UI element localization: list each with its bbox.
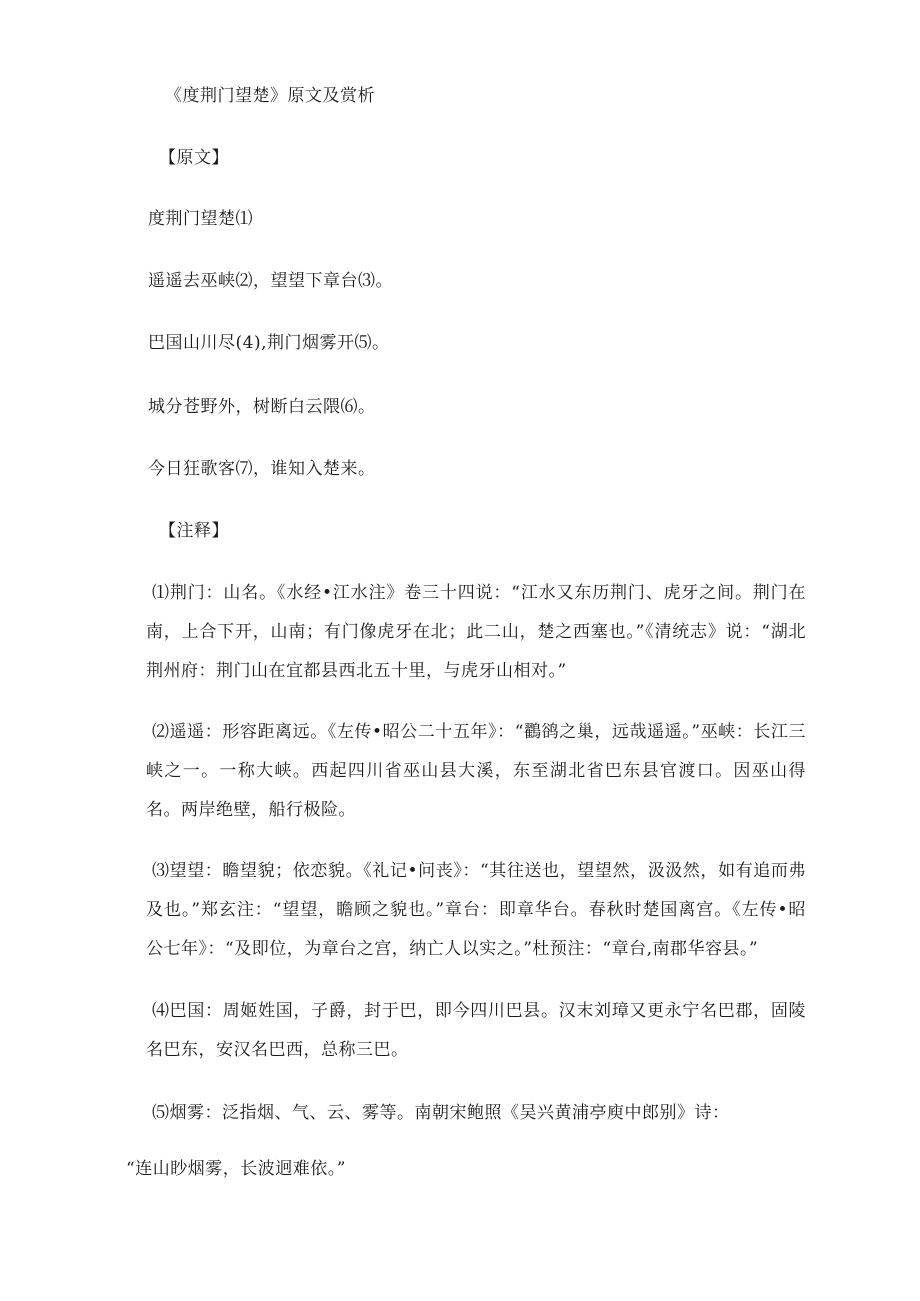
section-heading-original: 【原文】: [159, 148, 229, 168]
note-1: ⑴荆门：山名。《水经•江水注》卷三十四说：“江水又东历荆门、虎牙之间。荆门在南，上合下开，山南；有门像虎牙在北；此二山，楚之西塞也。”《清统志》说：“湖北荆州府：荆门山在宜都县西北五十里，与虎牙山相对。”: [146, 583, 806, 681]
poem-line-1: 遥遥去巫峡⑵，望望下章台⑶。: [148, 271, 393, 291]
document-title: 《度荆门望楚》原文及赏析: [165, 86, 375, 106]
poem-line-3: 城分苍野外，树断白云隈⑹。: [148, 397, 376, 417]
note-3: ⑶望望：瞻望貌；依恋貌。《礼记•问丧》：“其往送也，望望然，汲汲然，如有追而弗及也。”郑玄注：“望望，瞻顾之貌也。”章台：即章华台。春秋时楚国离宫。《左传•昭公七年》：“及即位，为章台之宫，纳亡人以实之。”杜预注：“章台,南郡华容县。”: [146, 861, 806, 959]
section-heading-notes: 【注释】: [159, 521, 229, 541]
note-2: ⑵遥遥：形容距离远。《左传•昭公二十五年》：“鸐鹆之巢，远哉遥遥。”巫峡：长江三峡之一。一称大峡。西起四川省巫山县大溪，东至湖北省巴东县官渡口。因巫山得名。两岸绝壁，船行极险。: [146, 722, 806, 820]
poem-title: 度荆门望楚⑴: [148, 209, 253, 229]
note-4: ⑷巴国：周姬姓国，子爵，封于巴，即今四川巴县。汉末刘璋又更永宁名巴郡，固陵名巴东，安汉名巴西，总称三巴。: [146, 1001, 806, 1060]
note-5: ⑸烟雾：泛指烟、气、云、雾等。南朝宋鲍照《吴兴黄浦亭庾中郎别》诗：: [152, 1103, 730, 1123]
note-5-quote: “连山眇烟雾，长波迥难依。”: [126, 1159, 346, 1179]
poem-line-2: 巴国山川尽(4),荆门烟雾开⑸。: [148, 333, 390, 353]
poem-line-4: 今日狂歌客⑺，谁知入楚来。: [148, 459, 376, 479]
